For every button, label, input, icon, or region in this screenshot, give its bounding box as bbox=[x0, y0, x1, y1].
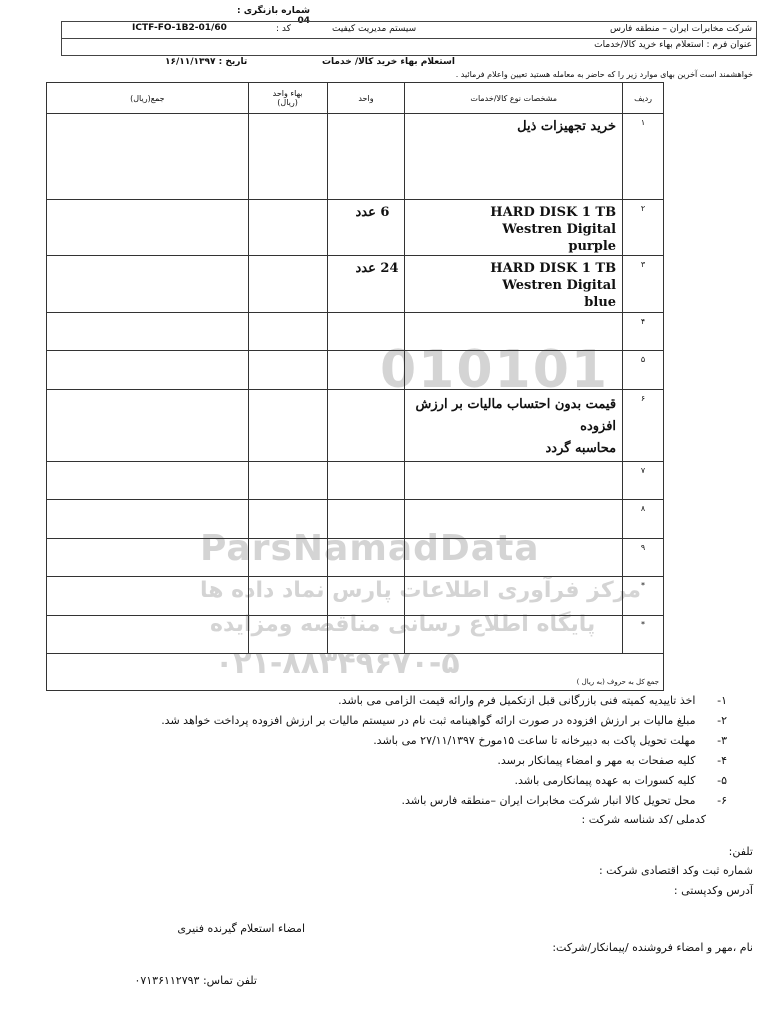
spec-line: HARD DISK 1 TB bbox=[490, 204, 617, 220]
row-total[interactable] bbox=[47, 114, 249, 199]
note-text: کلیه کسورات به عهده پیمانکارمی باشد. bbox=[514, 774, 696, 787]
table-row bbox=[47, 577, 664, 616]
note-text: محل تحویل کالا انبار شرکت مخابرات ایران –منطقه فارس باشد. bbox=[401, 794, 696, 807]
row-spec bbox=[405, 461, 623, 500]
quality-system: سیستم مدیریت کیفیت bbox=[332, 24, 417, 34]
contact-phone bbox=[134, 974, 257, 987]
note-number: ۲- bbox=[717, 714, 727, 727]
row-spec bbox=[405, 577, 623, 616]
note-text: کلیه صفحات به مهر و امضاء پیمانکار برسد. bbox=[497, 754, 696, 767]
total-words-row bbox=[47, 654, 664, 691]
registration-field[interactable]: شماره ثبت وکد اقتصادی شرکت : bbox=[598, 864, 753, 877]
row-total[interactable] bbox=[47, 577, 249, 616]
table-row bbox=[47, 256, 664, 313]
row-unit bbox=[327, 351, 405, 390]
row-number: * bbox=[623, 615, 664, 654]
row-number: ۲ bbox=[623, 199, 664, 256]
note-6 bbox=[402, 794, 727, 807]
row-unit bbox=[327, 312, 405, 351]
table-row bbox=[47, 389, 664, 461]
phone-field[interactable]: تلفن: bbox=[728, 845, 753, 858]
row-number: ۶ bbox=[623, 389, 664, 461]
row-total[interactable] bbox=[47, 256, 249, 313]
header-unit: واحد bbox=[327, 83, 405, 114]
row-number: ۹ bbox=[623, 538, 664, 577]
row-total[interactable] bbox=[47, 500, 249, 539]
contact-value: ۰۷۱۳۶۱۱۲۷۹۳ bbox=[134, 974, 200, 987]
row-total[interactable] bbox=[47, 615, 249, 654]
note-1 bbox=[338, 694, 727, 707]
header-unit-price-sub: (ریال) bbox=[277, 98, 298, 108]
note-number: ۱- bbox=[717, 694, 727, 707]
row-spec bbox=[405, 615, 623, 654]
row-spec bbox=[405, 351, 623, 390]
row-spec bbox=[405, 114, 623, 199]
table-row bbox=[47, 199, 664, 256]
row-spec bbox=[405, 256, 623, 313]
row-unit-price[interactable] bbox=[248, 461, 327, 500]
row-total[interactable] bbox=[47, 461, 249, 500]
row-unit-price[interactable] bbox=[248, 615, 327, 654]
row-unit bbox=[327, 500, 405, 539]
row-unit-price[interactable] bbox=[248, 199, 327, 256]
seller-signature-field[interactable]: نام ،مهر و امضاء فروشنده /پیمانکار/شرکت: bbox=[552, 941, 753, 954]
spec-line: Westren Digital bbox=[502, 221, 617, 237]
row-number: ۱ bbox=[623, 114, 664, 199]
requester-signature: امضاء استعلام گیرنده فنیری bbox=[177, 922, 305, 935]
row-total[interactable] bbox=[47, 538, 249, 577]
table-header-row bbox=[47, 83, 664, 114]
row-total[interactable] bbox=[47, 351, 249, 390]
watermark-portal: پایگاه اطلاع رسانی مناقصه ومزایده bbox=[210, 612, 596, 637]
row-unit-price[interactable] bbox=[248, 577, 327, 616]
row-unit-price[interactable] bbox=[248, 256, 327, 313]
form-code: ICTF-FO-1B2-01/60 bbox=[132, 23, 227, 33]
row-spec bbox=[405, 199, 623, 256]
date-value: ۱۶/۱۱/۱۳۹۷ bbox=[165, 57, 216, 67]
spec-line: purple bbox=[568, 238, 617, 254]
form-title: عنوان فرم : استعلام بهاء خرید کالا/خدمات bbox=[594, 40, 752, 50]
table-row bbox=[47, 500, 664, 539]
row-number: ۳ bbox=[623, 256, 664, 313]
row-unit-price[interactable] bbox=[248, 351, 327, 390]
row-unit: 24 عدد bbox=[327, 256, 405, 313]
total-words[interactable]: جمع کل به حروف (به ریال ) bbox=[47, 654, 664, 691]
note-3 bbox=[373, 734, 727, 747]
request-text: خواهشمند است آخرین بهای موارد زیر را که حاضر به معامله هستید تعیین واعلام فرمائید . bbox=[455, 70, 753, 79]
table-row bbox=[47, 538, 664, 577]
revision-label: شماره بازنگری : bbox=[236, 6, 310, 16]
note-text: اخذ تاییدیه کمیته فنی بازرگانی قبل ازتکمیل فرم وارائه قیمت الزامی می باشد. bbox=[338, 694, 696, 707]
row-total[interactable] bbox=[47, 199, 249, 256]
spec-line: محاسبه گردد bbox=[545, 440, 617, 456]
row-number: ۸ bbox=[623, 500, 664, 539]
header-row-number: ردیف bbox=[623, 83, 664, 114]
note-number: ۶- bbox=[717, 794, 727, 807]
row-unit bbox=[327, 615, 405, 654]
spec-line: خرید تجهیزات ذیل bbox=[517, 119, 617, 135]
spec-line: HARD DISK 1 TB bbox=[490, 261, 617, 277]
row-spec bbox=[405, 312, 623, 351]
header-unit-price-label: بهاء واحد bbox=[272, 89, 303, 99]
note-text: مهلت تحویل پاکت به دبیرخانه تا ساعت ۱۵مورخ ۲۷/۱۱/۱۳۹۷ می باشد. bbox=[373, 734, 696, 747]
inquiry-date bbox=[165, 57, 247, 67]
contact-label: تلفن تماس: bbox=[202, 974, 257, 987]
address-field[interactable]: آدرس وکدپستی : bbox=[673, 884, 753, 897]
header-total: جمع(ریال) bbox=[47, 83, 249, 114]
header-unit-price bbox=[248, 83, 327, 114]
inquiry-title: استعلام بهاء خرید کالا/ خدمات bbox=[322, 57, 455, 67]
row-spec bbox=[405, 538, 623, 577]
table-row bbox=[47, 351, 664, 390]
note-5 bbox=[514, 774, 727, 787]
table-row bbox=[47, 461, 664, 500]
table-row bbox=[47, 114, 664, 199]
revision-value: 04 bbox=[297, 16, 310, 26]
row-unit bbox=[327, 389, 405, 461]
header-spec: مشخصات نوع کالا/خدمات bbox=[405, 83, 623, 114]
note-number: ۵- bbox=[717, 774, 727, 787]
note-2 bbox=[161, 714, 727, 727]
code-label: کد : bbox=[276, 24, 291, 34]
row-total[interactable] bbox=[47, 312, 249, 351]
row-unit-price[interactable] bbox=[248, 114, 327, 199]
row-unit-price[interactable] bbox=[248, 312, 327, 351]
watermark-center: مرکز فرآوری اطلاعات پارس نماد داده ها bbox=[200, 578, 641, 603]
form-header bbox=[61, 21, 757, 56]
spec-line: blue bbox=[584, 295, 617, 311]
note-4 bbox=[497, 754, 727, 767]
note-number: ۴- bbox=[717, 754, 727, 767]
items-table bbox=[46, 82, 664, 691]
row-number: ۷ bbox=[623, 461, 664, 500]
row-total[interactable] bbox=[47, 389, 249, 461]
row-unit-price[interactable] bbox=[248, 500, 327, 539]
company-name: شرکت مخابرات ایران – منطقه فارس bbox=[609, 24, 752, 34]
row-spec bbox=[405, 500, 623, 539]
row-number: * bbox=[623, 577, 664, 616]
row-unit: 6 عدد bbox=[327, 199, 405, 256]
spec-line: Westren Digital bbox=[502, 278, 617, 294]
spec-line: قیمت بدون احتساب مالیات بر ارزش افزوده bbox=[415, 396, 617, 434]
row-number: ۴ bbox=[623, 312, 664, 351]
row-unit bbox=[327, 538, 405, 577]
national-id-field[interactable]: کدملی /کد شناسه شرکت : bbox=[581, 813, 706, 826]
watermark-digits: 010101 bbox=[380, 340, 610, 400]
note-number: ۳- bbox=[717, 734, 727, 747]
note-text: مبلغ مالیات بر ارزش افزوده در صورت ارائه گواهینامه ثبت نام در سیستم مالیات بر ارزش افزوده پرداخت خواهد شد. bbox=[161, 714, 696, 727]
row-number: ۵ bbox=[623, 351, 664, 390]
table-row bbox=[47, 615, 664, 654]
row-unit bbox=[327, 114, 405, 199]
watermark-phone: ۰۲۱-۸۸۳۴۹۶۷۰-۵ bbox=[215, 646, 460, 681]
date-label: تاریخ : bbox=[218, 57, 248, 67]
row-spec bbox=[405, 389, 623, 461]
watermark-brand: ParsNamadData bbox=[200, 528, 540, 569]
row-unit bbox=[327, 577, 405, 616]
row-unit-price[interactable] bbox=[248, 538, 327, 577]
row-unit-price[interactable] bbox=[248, 389, 327, 461]
row-unit bbox=[327, 461, 405, 500]
table-row bbox=[47, 312, 664, 351]
